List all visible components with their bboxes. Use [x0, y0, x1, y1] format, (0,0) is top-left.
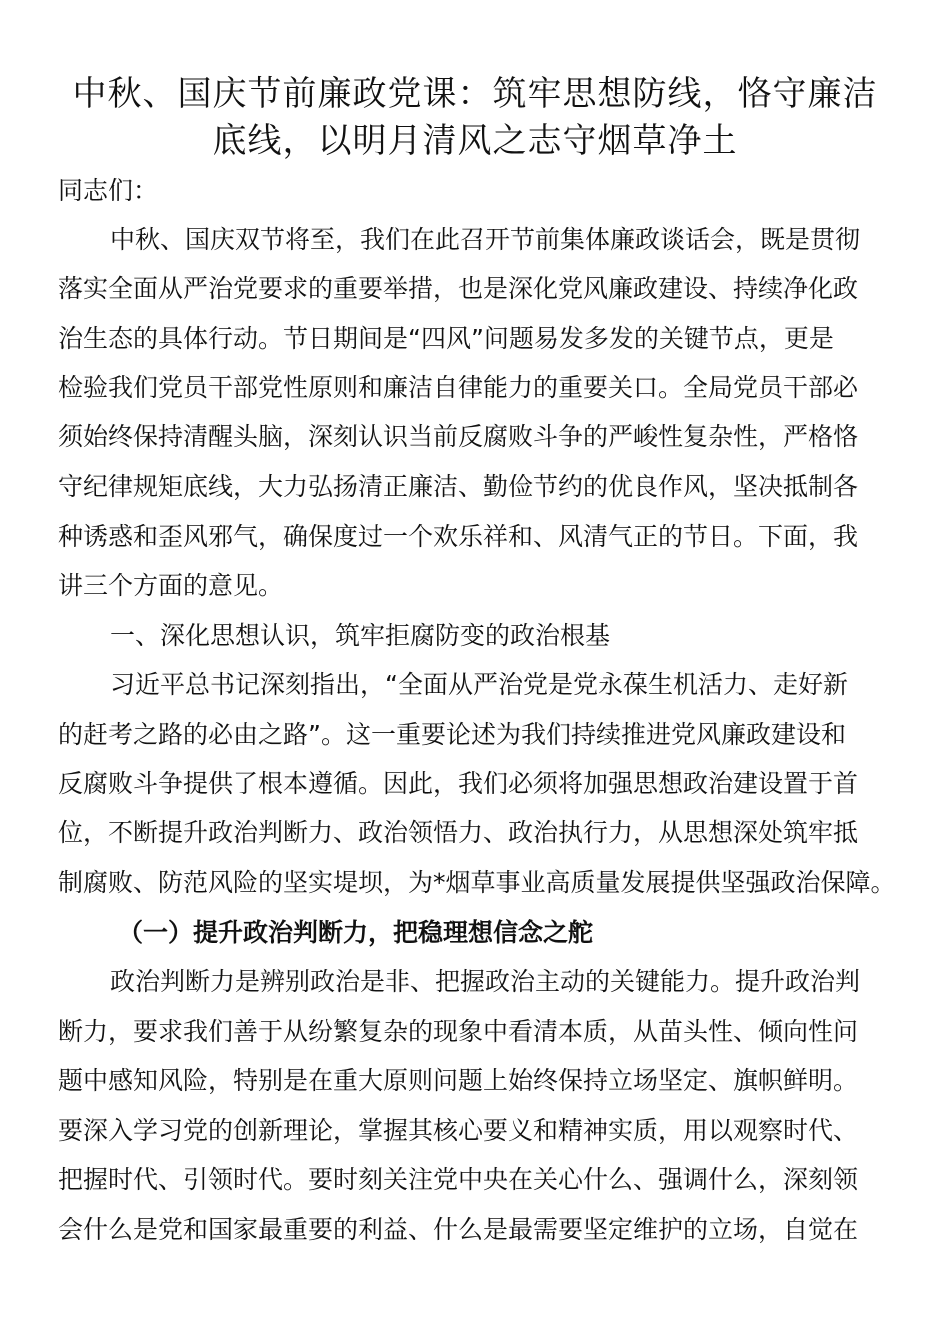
intro-line: 落实全面从严治党要求的重要举措，也是深化党风廉政建设、持续净化政 — [58, 274, 859, 303]
intro-line: 中秋、国庆双节将至，我们在此召开节前集体廉政谈话会，既是贯彻 — [110, 225, 861, 254]
document-title-line-2: 底线，以明月清风之志守烟草净土 — [212, 121, 738, 161]
subsection-1-line: 要深入学习党的创新理论，掌握其核心要义和精神实质，用以观察时代、 — [58, 1116, 859, 1145]
document-title-line-1: 中秋、国庆节前廉政党课：筑牢思想防线，恪守廉洁 — [72, 74, 878, 114]
section-1-line: 反腐败斗争提供了根本遵循。因此，我们必须将加强思想政治建设置于首 — [58, 769, 859, 798]
subsection-1-heading: （一）提升政治判断力，把稳理想信念之舵 — [118, 918, 594, 947]
intro-line: 治生态的具体行动。节日期间是“四风”问题易发多发的关键节点，更是 — [58, 324, 834, 353]
subsection-1-line: 题中感知风险，特别是在重大原则问题上始终保持立场坚定、旗帜鲜明。 — [58, 1066, 859, 1095]
salutation: 同志们： — [58, 176, 159, 205]
subsection-1-line: 会什么是党和国家最重要的利益、什么是最需要坚定维护的立场，自觉在 — [58, 1215, 859, 1244]
subsection-1-line: 政治判断力是辨别政治是非、把握政治主动的关键能力。提升政治判 — [110, 967, 861, 996]
section-1-line: 位，不断提升政治判断力、政治领悟力、政治执行力，从思想深处筑牢抵 — [58, 818, 859, 847]
intro-line: 须始终保持清醒头脑，深刻认识当前反腐败斗争的严峻性复杂性，严格恪 — [58, 422, 859, 451]
intro-line: 讲三个方面的意见。 — [58, 571, 284, 600]
section-1-line: 的赶考之路的必由之路”。这一重要论述为我们持续推进党风廉政建设和 — [58, 720, 846, 749]
section-1-heading: 一、深化思想认识，筑牢拒腐防变的政治根基 — [110, 621, 611, 650]
subsection-1-line: 把握时代、引领时代。要时刻关注党中央在关心什么、强调什么，深刻领 — [58, 1165, 859, 1194]
subsection-1-line: 断力，要求我们善于从纷繁复杂的现象中看清本质，从苗头性、倾向性问 — [58, 1017, 859, 1046]
intro-line: 种诱惑和歪风邪气，确保度过一个欢乐祥和、风清气正的节日。下面，我 — [58, 522, 859, 551]
intro-line: 守纪律规矩底线，大力弘扬清正廉洁、勤俭节约的优良作风，坚决抵制各 — [58, 472, 859, 501]
section-1-line: 制腐败、防范风险的坚实堤坝，为*烟草事业高质量发展提供坚强政治保障。 — [58, 868, 896, 897]
intro-line: 检验我们党员干部党性原则和廉洁自律能力的重要关口。全局党员干部必 — [58, 373, 859, 402]
section-1-line: 习近平总书记深刻指出，“全面从严治党是党永葆生机活力、走好新 — [110, 670, 848, 699]
